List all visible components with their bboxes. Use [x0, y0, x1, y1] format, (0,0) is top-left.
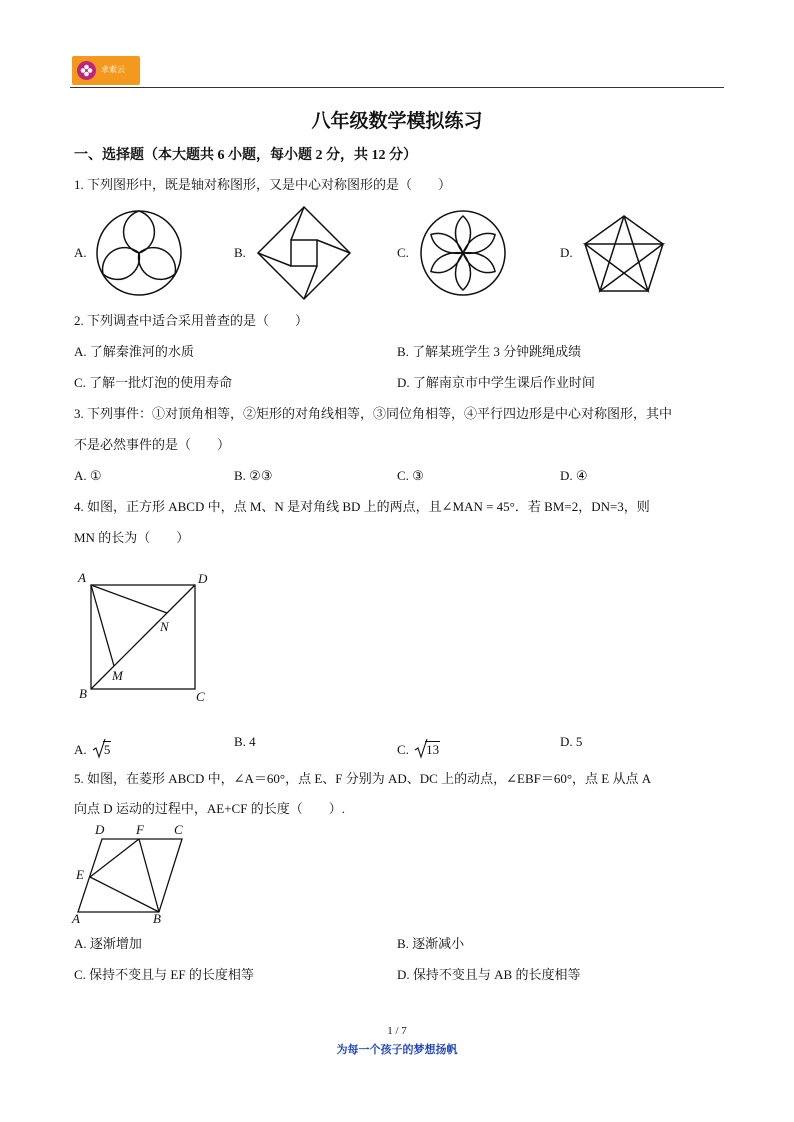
q5-option-b: B. 逐渐减小 [397, 936, 465, 951]
q4-label-m: M [112, 668, 123, 683]
page-number: 1 / 7 [387, 1025, 407, 1037]
logo [72, 56, 140, 85]
sqrt-icon [92, 738, 106, 758]
page-title: 八年级数学模拟练习 [311, 111, 483, 132]
logo-icon [77, 61, 96, 80]
q4-label-c: C [196, 689, 205, 704]
q4-square-figure [76, 570, 210, 706]
q1-label-c: C. [397, 245, 409, 260]
q4-option-b: B. 4 [234, 734, 256, 749]
q1-label-a: A. [74, 245, 87, 260]
q3-option-c: C. ③ [397, 468, 424, 483]
q3-option-d: D. ④ [560, 468, 588, 483]
q5-label-f: F [136, 822, 144, 837]
q4-label-d: D [198, 571, 208, 586]
q1-label-d: D. [560, 245, 573, 260]
header-rule [70, 87, 724, 88]
q1-figure-d [583, 214, 665, 294]
logo-text: 求索云 [101, 65, 125, 74]
sqrt-icon [414, 738, 428, 758]
q5-label-d: D [95, 822, 105, 837]
q3-option-a: A. ① [74, 468, 102, 483]
footer-slogan: 为每一个孩子的梦想扬帆 [336, 1043, 458, 1056]
q1-figure-c [420, 210, 506, 296]
q2-option-c: C. 了解一批灯泡的使用寿命 [74, 375, 233, 390]
q4-stem-line1: 4. 如图，正方形 ABCD 中，点 M、N 是对角线 BD 上的两点，且∠MAN = 45°．若 BM=2，DN=3，则 [74, 499, 650, 514]
q2-option-a: A. 了解秦淮河的水质 [74, 344, 194, 359]
q2-option-b: B. 了解某班学生 3 分钟跳绳成绩 [397, 344, 582, 359]
q1-figure-b [257, 206, 351, 300]
q1-figure-a [96, 210, 182, 296]
q4-option-d: D. 5 [560, 734, 583, 749]
q1-stem: 1. 下列图形中，既是轴对称图形，又是中心对称图形的是（ ） [74, 177, 452, 192]
q5-option-a: A. 逐渐增加 [74, 936, 142, 951]
q4-stem-line2: MN 的长为（ ） [74, 530, 190, 545]
q3-stem-line2: 不是必然事件的是（ ） [74, 437, 231, 452]
q1-label-b: B. [234, 245, 246, 260]
q4-label-a: A [78, 570, 86, 585]
q5-stem-line1: 5. 如图，在菱形 ABCD 中，∠A＝60°，点 E、F 分别为 AD、DC 上的动点，∠EBF＝60°，点 E 从点 A [74, 771, 652, 786]
q4-option-c: C. 13 [397, 734, 440, 758]
q5-option-d: D. 保持不变且与 AB 的长度相等 [397, 967, 581, 982]
q3-option-b: B. ②③ [234, 468, 273, 483]
q4-label-n: N [160, 619, 169, 634]
q4-label-b: B [79, 686, 87, 701]
q5-stem-line2: 向点 D 运动的过程中，AE+CF 的长度（ ）. [74, 801, 345, 816]
q5-label-e: E [76, 867, 84, 882]
q5-label-c: C [174, 822, 183, 837]
section-heading: 一、选择题（本大题共 6 小题，每小题 2 分，共 12 分） [74, 148, 417, 163]
q5-rhombus-figure [72, 822, 194, 928]
q5-option-c: C. 保持不变且与 EF 的长度相等 [74, 967, 254, 982]
q2-option-d: D. 了解南京市中学生课后作业时间 [397, 375, 595, 390]
q5-label-b: B [153, 911, 161, 926]
q5-label-a: A [72, 911, 80, 926]
q4-option-a: A. 5 [74, 734, 111, 758]
q2-stem: 2. 下列调查中适合采用普查的是（ ） [74, 313, 309, 328]
q3-stem-line1: 3. 下列事件：①对顶角相等，②矩形的对角线相等，③同位角相等，④平行四边形是中心对称图形，其中 [74, 406, 673, 421]
